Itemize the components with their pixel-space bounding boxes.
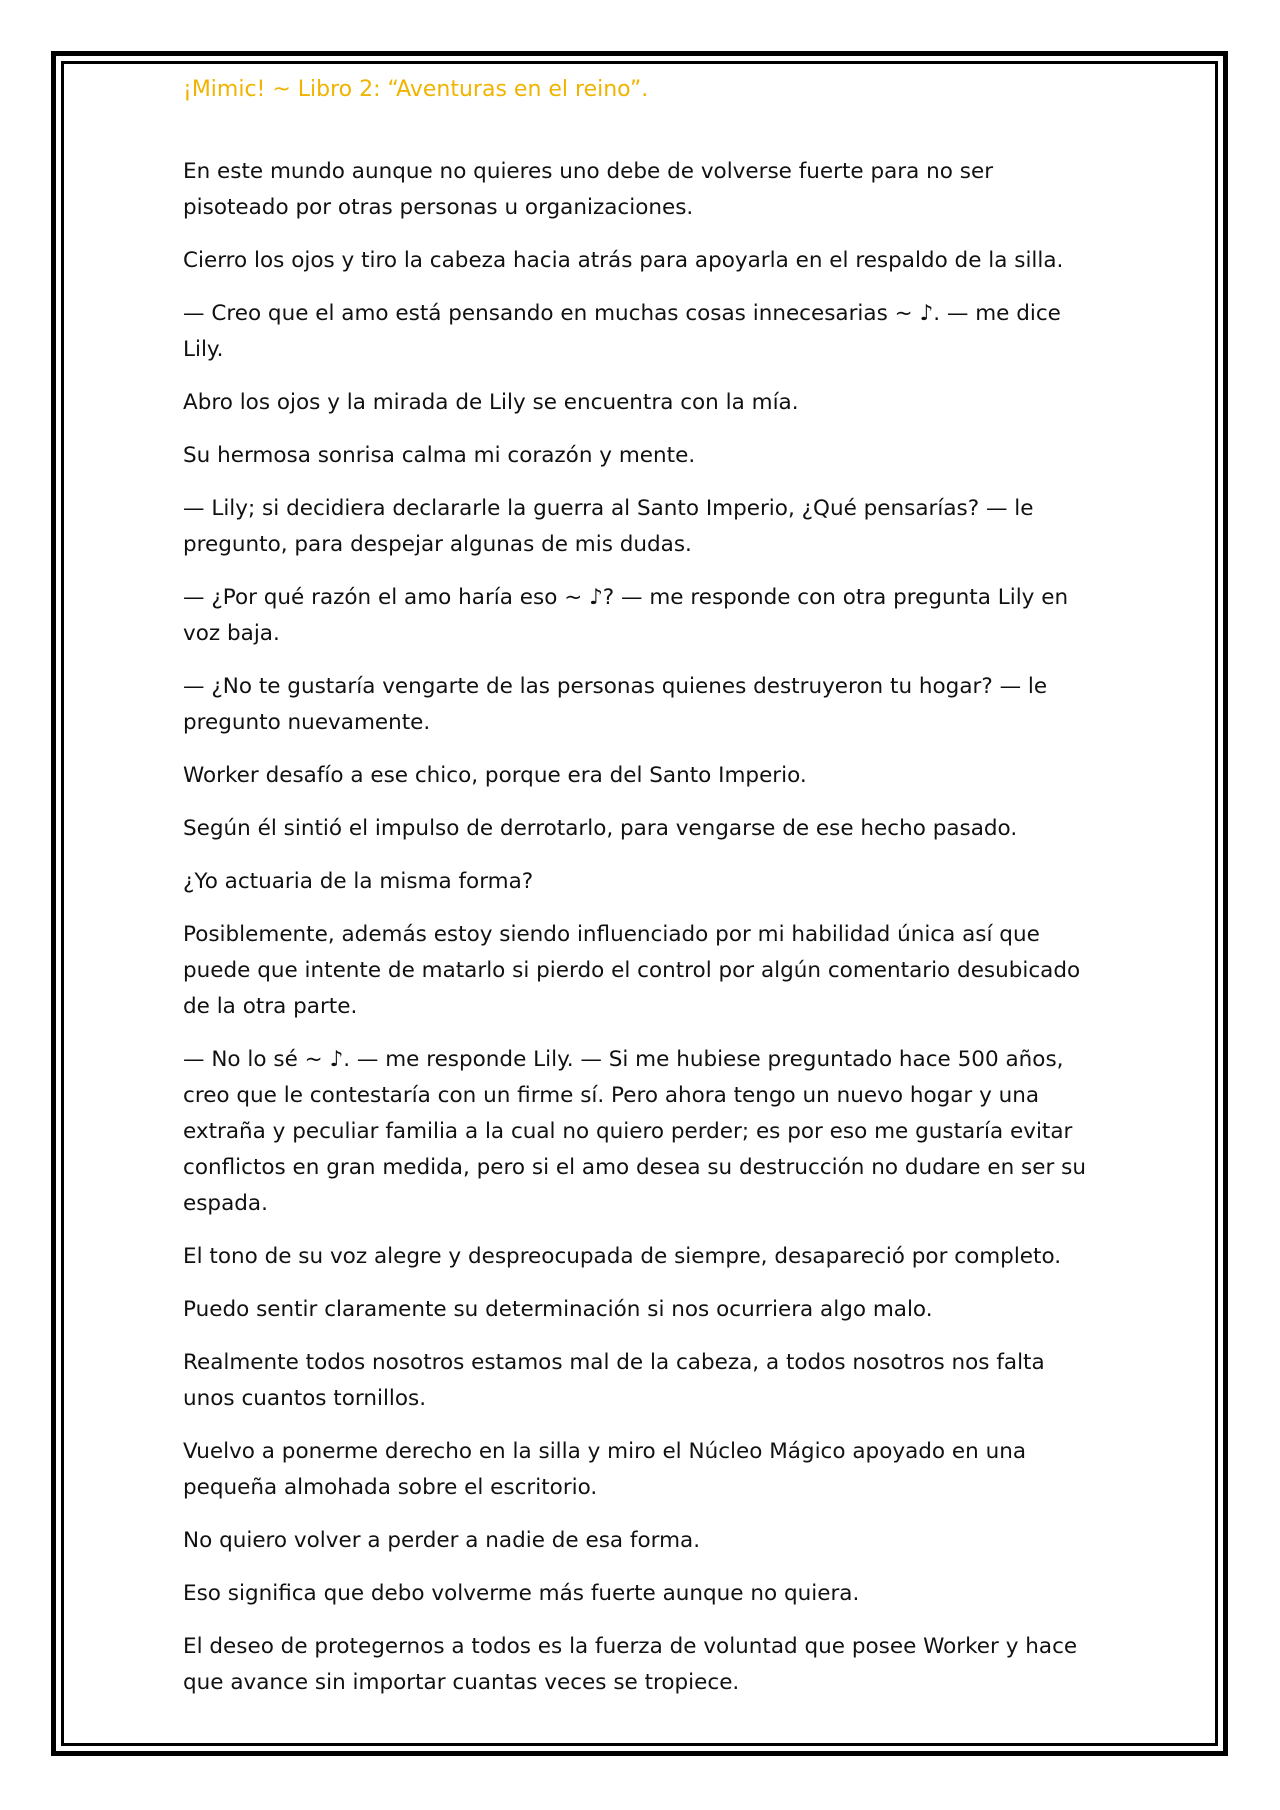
paragraph-8: — ¿No te gustaría vengarte de las personas quienes destruyeron tu hogar? — le pregunto nuevamente.	[183, 674, 1048, 735]
paragraph-7: — ¿Por qué razón el amo haría eso ~ ♪? — me responde con otra pregunta Lily en voz baja.	[183, 585, 1069, 646]
paragraph-2: Cierro los ojos y tiro la cabeza hacia atrás para apoyarla en el respaldo de la silla.	[183, 248, 1064, 273]
paragraph-5: Su hermosa sonrisa calma mi corazón y mente.	[183, 443, 696, 468]
paragraph-19: Eso significa que debo volverme más fuerte aunque no quiera.	[183, 1581, 860, 1606]
paragraph-15: Puedo sentir claramente su determinación si nos ocurriera algo malo.	[183, 1297, 933, 1322]
paragraph-13: — No lo sé ~ ♪. — me responde Lily. — Si me hubiese preguntado hace 500 años, creo que le contestaría con un firme sí. Pero ahora tengo un nuevo hogar y una extraña y peculiar familia a la cual no quiero perder; es por eso me gustaría evitar conflictos en gran medida, pero si el amo desea su destrucción no dudare en ser su espada.	[183, 1047, 1086, 1216]
paragraph-10: Según él sintió el impulso de derrotarlo, para vengarse de ese hecho pasado.	[183, 816, 1018, 841]
paragraph-18: No quiero volver a perder a nadie de esa forma.	[183, 1528, 701, 1553]
paragraph-20: El deseo de protegernos a todos es la fuerza de voluntad que posee Worker y hace que avance sin importar cuantas veces se tropiece.	[183, 1634, 1078, 1695]
paragraph-1: En este mundo aunque no quieres uno debe de volverse fuerte para no ser pisoteado por otras personas u organizaciones.	[183, 159, 994, 220]
paragraph-16: Realmente todos nosotros estamos mal de la cabeza, a todos nosotros nos falta unos cuantos tornillos.	[183, 1350, 1045, 1411]
paragraph-11: ¿Yo actuaria de la misma forma?	[183, 869, 534, 894]
page-content	[183, 72, 1103, 1718]
paragraph-4: Abro los ojos y la mirada de Lily se encuentra con la mía.	[183, 390, 799, 415]
body-text	[183, 154, 1103, 1701]
paragraph-12: Posiblemente, además estoy siendo influenciado por mi habilidad única así que puede que intente de matarlo si pierdo el control por algún comentario desubicado de la otra parte.	[183, 922, 1081, 1019]
paragraph-6: — Lily; si decidiera declararle la guerra al Santo Imperio, ¿Qué pensarías? — le pregunto, para despejar algunas de mis dudas.	[183, 496, 1034, 557]
paragraph-9: Worker desafío a ese chico, porque era del Santo Imperio.	[183, 763, 807, 788]
paragraph-17: Vuelvo a ponerme derecho en la silla y miro el Núcleo Mágico apoyado en una pequeña almohada sobre el escritorio.	[183, 1439, 1026, 1500]
paragraph-14: El tono de su voz alegre y despreocupada de siempre, desapareció por completo.	[183, 1244, 1062, 1269]
running-header: ¡Mimic! ~ Libro 2: “Aventuras en el reino”.	[183, 77, 649, 102]
paragraph-3: — Creo que el amo está pensando en muchas cosas innecesarias ~ ♪. — me dice Lily.	[183, 301, 1061, 362]
